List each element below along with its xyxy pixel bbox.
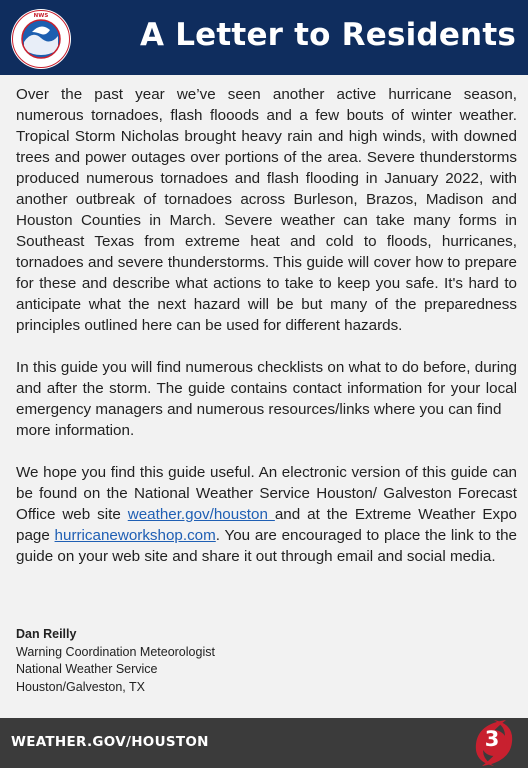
signature-block [16, 626, 215, 696]
hurricane-workshop-link[interactable]: hurricaneworkshop.com [54, 527, 216, 544]
signer-name: Dan Reilly [16, 627, 77, 641]
paragraph-links-text-1: We hope you find this guide useful. An electronic version of this guide can be found on the National Weather Service Houston/ Galveston Forecast Office web site [16, 464, 517, 523]
paragraph-links [16, 462, 517, 567]
signer-location: Houston/Galveston, TX [16, 679, 146, 694]
paragraph-guide-end: more information. [16, 422, 135, 439]
weather-gov-link[interactable]: weather.gov/houston [127, 506, 275, 523]
nws-logo-icon [10, 8, 72, 70]
page-number: 3 [484, 727, 500, 751]
header-banner [0, 0, 528, 75]
signer-organization: National Weather Service [16, 662, 158, 676]
paragraph-guide [16, 357, 517, 441]
footer-bar [0, 718, 528, 768]
paragraph-guide-text: In this guide you will find numerous checklists on what to do before, during and after the storm. The guide contains contact information for your local emergency managers and numerous resources/links where you can find [16, 359, 517, 418]
signer-title: Warning Coordination Meteorologist [16, 644, 215, 659]
paragraph-intro: Over the past year we’ve seen another active hurricane season, numerous tornadoes, flash flooods and a few bouts of winter weather. Tropical Storm Nicholas brought heavy rain and high winds, with downed trees and power outages over portions of the area. Severe thunderstorms produced numerous tornadoes and flash flooding in January 2022, with another outbreak of tornadoes across Burleson, Brazos, Madison and Houston Counties in March. Severe weather can take many forms in Southeast Texas from extreme heat and cold to floods, hurricanes, tornadoes and severe thunderstorms. This guide will cover how to prepare for these and describe what actions to take to keep you safe. It's hard to anticipate what the next hazard will be but many of the preparedness principles outlined here can be used for different hazards. [16, 86, 517, 334]
page-title: A Letter to Residents [140, 17, 516, 53]
svg-text:NWS: NWS [33, 13, 49, 19]
letter-body [16, 84, 517, 567]
footer-url: WEATHER.GOV/HOUSTON [11, 734, 209, 750]
paragraph-links-text-2: and at the Extreme Weather Expo page [16, 506, 517, 544]
paragraph-links-text-3: . You are encouraged to place the link to the guide on your web site and share it out through email and social media. [16, 527, 517, 565]
